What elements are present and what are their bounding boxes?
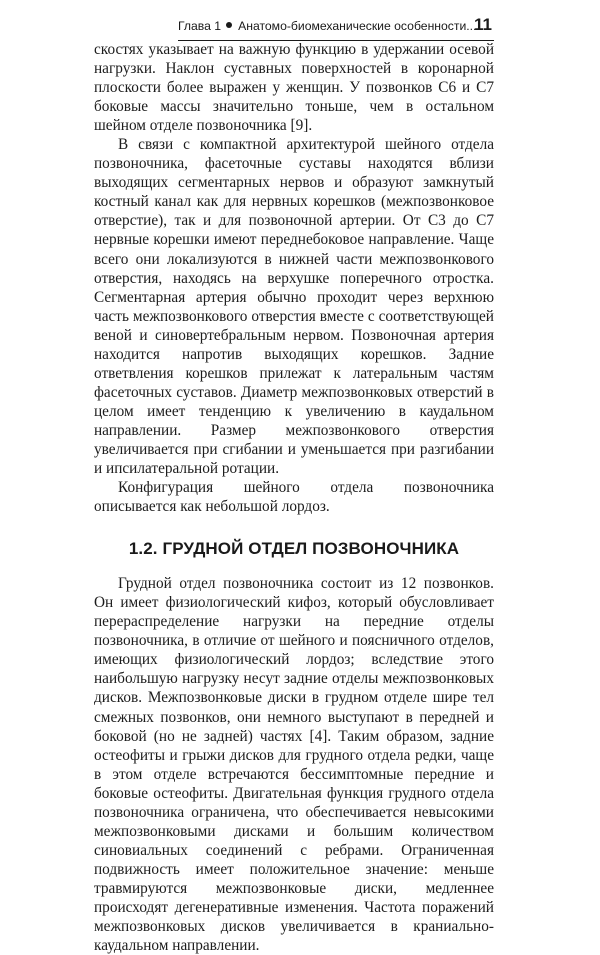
body-text bbox=[94, 40, 494, 955]
section-heading: 1.2. ГРУДНОЙ ОТДЕЛ ПОЗВОНОЧНИКА bbox=[128, 539, 460, 559]
paragraph-foramen: В связи с компактной архитектурой шейного отдела позвоночника, фасеточные суставы находятся вблизи выходящих сегментарных нервов и образуют замкнутый костный канал как для нервных корешков (межпозвонковое отверстие), так и для позвоночной артерии. От С3 до С7 нервные корешки имеют переднебоковое направление. Чаще всего они локализуются в нижней части межпозвонкового отверстия, находясь на верхушке поперечного отростка. Сегментарная артерия обычно проходит через верхнюю часть межпозвонкового отверстия вместе с соответствующей веной и синовертебральным нервом. Позвоночная артерия находится напротив выходящих корешков. Задние ответвления корешков прилежат к латеральным частям фасеточных суставов. Диаметр межпозвонковых отверстий в целом имеет тенденцию к увеличению в каудальном направлении. Размер межпозвонкового отверстия увеличивается при сгибании и уменьшается при разгибании и ипсилатеральной ротации. bbox=[94, 136, 494, 478]
running-head bbox=[178, 14, 494, 41]
chapter-title: Анатомо-биомеханические особенности... bbox=[238, 19, 477, 33]
paragraph-continued: скостях указывает на важную функцию в удержании осевой нагрузки. Наклон суставных поверхностей в коронарной плоскости более выражен у женщин. У позвонков С6 и С7 боковые массы значительно тоньше, чем в остальном шейном отделе позвоночника [9]. bbox=[94, 41, 494, 135]
paragraph-lordosis: Конфигурация шейного отдела позвоночника описывается как небольшой лордоз. bbox=[94, 479, 494, 516]
bullet-icon bbox=[226, 22, 232, 28]
paragraph-thoracic: Грудной отдел позвоночника состоит из 12 позвонков. Он имеет физиологический кифоз, который обусловливает перераспределение нагрузки на передние отделы позвоночника, в отличие от шейного и поясничного отделов, имеющих физиологический лордоз; вследствие этого наибольшую нагрузку несут задние отделы межпозвонковых дисков. Межпозвонковые диски в грудном отделе шире тел смежных позвонков, они немного выступают в передней и боковой (но не задней) частях [4]. Таким образом, задние остеофиты и грыжи дисков для грудного отдела редки, чаще в этом отделе встречаются бессимптомные передние и боковые остеофиты. Двигательная функция грудного отдела позвоночника ограничена, что обеспечивается невысокими межпозвонковыми дисками и большим количеством синовиальных соединений с ребрами. Ограниченная подвижность имеет положительное значение: меньше травмируются межпозвонковые диски, медленнее происходят дегенеративные изменения. Частота поражений межпозвонковых дисков увеличивается в краниально-каудальном направлении. bbox=[94, 575, 494, 955]
page-number: 11 bbox=[474, 15, 492, 34]
chapter-label: Глава 1 bbox=[178, 19, 222, 33]
running-head-text bbox=[178, 19, 476, 33]
